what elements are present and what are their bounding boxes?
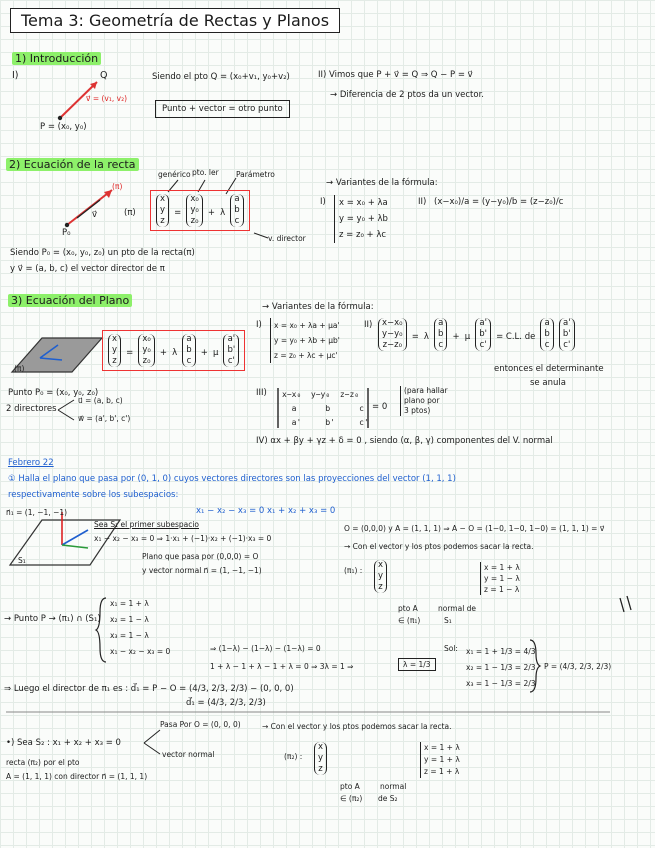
line-equation-box (150, 190, 250, 231)
plane-shape (12, 338, 102, 372)
matrix-cell: z₀ (142, 356, 151, 366)
det-note-line: 3 ptos) (404, 406, 431, 415)
r2-matrix-equation (314, 742, 327, 775)
variant-1-system (334, 195, 388, 243)
det-cell: c' (359, 418, 369, 427)
system-brace (96, 598, 106, 662)
matrix-cell: x (160, 194, 166, 204)
d1-text: d⃗₁ = (4/3, 2/3, 2/3) (186, 698, 266, 708)
det-equals: = 0 (372, 402, 388, 412)
s1-text: Sea S₁ el primer subespacio (94, 520, 199, 529)
matrix-cell: y (112, 345, 118, 355)
solution-label: Sol: (444, 644, 458, 653)
intersection-system (110, 596, 170, 660)
matrix-xyz (156, 194, 169, 227)
siendo-text: Siendo el pto Q = (x₀+v₁, y₀+v₂) (152, 72, 290, 82)
variant-2-formula (378, 318, 575, 351)
matrix-cell: b (234, 205, 240, 215)
luego-text: ⇒ Luego el director de π₁ es : d⃗₁ = P − O = (4/3, 2/3, 2/3) − (0, 0, 0) (4, 684, 294, 694)
projection-line (62, 545, 88, 548)
system-row: x₃ = 1 − λ (110, 631, 149, 640)
annotation-arrow (254, 233, 268, 238)
section-3-heading (8, 294, 132, 307)
pto-a2-sub: ∈ (π₂) (340, 794, 363, 803)
plus-sign: + (159, 348, 168, 358)
matrix-cell: z−z₀ (382, 340, 403, 350)
point-p-dot (58, 116, 62, 120)
check-mark (620, 596, 631, 612)
section-2-heading-text: 2) Ecuación de la recta (6, 158, 139, 171)
recta-line: → Con el vector y los ptos podemos sacar la recta. (344, 542, 534, 551)
matrix-cell: c' (563, 340, 571, 350)
lambda-symbol: λ (423, 332, 429, 342)
exercise-date: Febrero 22 (8, 458, 54, 468)
punto-p0-text: Punto P₀ = (x₀, y₀, z₀) (8, 388, 99, 398)
matrix-cell: a' (563, 318, 571, 328)
page-title: Tema 3: Geometría de Rectas y Planos (10, 8, 340, 33)
s1-normal-text: y vector normal n⃗ = (1, −1, −1) (142, 566, 262, 575)
variant-1-system (270, 318, 340, 363)
arrow-head (104, 190, 112, 198)
matrix-cell: b' (227, 345, 236, 355)
variants-title: → Variantes de la fórmula: (326, 178, 438, 188)
cl-text: = C.L. de (496, 332, 536, 342)
matrix-cell: c' (479, 340, 487, 350)
matrix-cell: c (438, 340, 444, 350)
system-row: y = y₀ + λb (339, 214, 388, 224)
r1-system (480, 562, 520, 595)
matrix-p0 (138, 334, 154, 367)
matrix-cell: b (438, 329, 444, 339)
r2-label: (π₂) : (284, 752, 303, 761)
matrix-cell: a (234, 194, 240, 204)
normal-label: n⃗₁ = (1, −1, −1) (6, 508, 68, 517)
lambda-result-box: λ = 1/3 (398, 658, 436, 671)
variant-1-label: I) (256, 320, 262, 330)
system-row: x = 1 + λ (424, 743, 460, 752)
determinant (282, 388, 369, 430)
normal-de-label: normal de (438, 604, 477, 613)
section-1-heading-text: 1) Introducción (12, 52, 101, 65)
matrix-cell: a (544, 318, 550, 328)
point-p0-label: P₀ (62, 228, 71, 238)
oa-line: O = (0,0,0) y A = (1, 1, 1) ⇒ A − O = (1−0, 1−0, 1−0) = (1, 1, 1) = v⃗ (344, 524, 605, 533)
s2-normal-text: vector normal (162, 750, 215, 759)
plus-sign: + (452, 332, 460, 342)
variant-2-label: II) (418, 197, 427, 207)
matrix-cell: x (112, 334, 118, 344)
matrix-cell: y₀ (142, 345, 151, 355)
vector-v-label: v⃗ (92, 210, 98, 220)
solution-row: x₃ = 1 − 1/3 = 2/3 (466, 679, 536, 688)
system-row: z = z₀ + λc + μc' (274, 351, 338, 360)
matrix-diff (378, 318, 407, 351)
matrix-cell: a' (227, 334, 236, 344)
difference-text: → Diferencia de 2 ptos da un vector. (330, 90, 484, 100)
solution-row: x₂ = 1 − 1/3 = 2/3 (466, 663, 536, 672)
dir-u-text: u⃗ = (a, b, c) (78, 396, 123, 405)
pto-a-label: pto A (398, 604, 418, 613)
matrix-cell: x₀ (190, 194, 199, 204)
matrix-u (434, 318, 447, 351)
recta-line-2: → Con el vector y los ptos podemos sacar la recta. (262, 722, 452, 731)
intersection-line-2: 1 + λ − 1 + λ − 1 + λ = 0 ⇒ 3λ = 1 ⇒ (210, 662, 354, 671)
det-cell: x−x₀ (282, 390, 302, 399)
annotation-dir: v. director (268, 234, 306, 243)
equals-sign: = (174, 208, 182, 218)
system-row: z = 1 − λ (484, 585, 520, 594)
punto-p-text: → Punto P → (π₁) ∩ (S₁) (4, 614, 101, 624)
exercise-subspaces: x₁ − x₂ − x₃ = 0 x₁ + x₂ + x₃ = 0 (196, 506, 336, 516)
exercise-statement-2: respectivamente sobre los subespacios: (8, 490, 179, 500)
system-row: x₂ = 1 − λ (110, 615, 149, 624)
point-p-label: P = (x₀, y₀) (40, 122, 87, 132)
system-row: x = 1 + λ (484, 563, 520, 572)
matrix-cell: z (378, 582, 383, 592)
det-note (400, 386, 448, 416)
det-row (282, 416, 369, 430)
det-cell: z−z₀ (339, 390, 360, 399)
matrix-cell: b' (562, 329, 571, 339)
vector-v-label: v⃗ = (v₁, v₂) (86, 94, 128, 103)
s1-equation: x₁ − x₂ − x₃ = 0 ⇒ 1·x₁ + (−1)·x₂ + (−1)·x₃ = 0 (94, 534, 272, 543)
matrix-u (182, 334, 195, 367)
matrix-cell: z (112, 356, 117, 366)
det-cell: b (325, 404, 331, 413)
matrix-xyz (314, 742, 327, 775)
s2-text: •) Sea S₂ : x₁ + x₂ + x₃ = 0 (6, 738, 121, 748)
annotation-pto: pto. ler (192, 168, 219, 177)
matrix-cell: z (318, 764, 323, 774)
projection-vector (62, 530, 88, 545)
pto-a2-label: pto A (340, 782, 360, 791)
line-r-eq-label: (π) (124, 208, 136, 218)
s1-plane-text: Plano que pasa por (0,0,0) = O (142, 552, 259, 561)
matrix-cell: y−y₀ (382, 329, 403, 339)
solution-values (466, 644, 536, 692)
p-result: P = (4/3, 2/3, 2/3) (544, 662, 612, 671)
equals-sign: = (126, 348, 134, 358)
det-note-line: plano por (404, 396, 440, 405)
matrix-p0 (186, 194, 202, 227)
matrix-cell: b (544, 329, 550, 339)
annotation-generic: genérico (158, 170, 191, 179)
equals-sign: = (411, 332, 419, 342)
normal-s2-label: de S₂ (378, 794, 398, 803)
variant-4-text: IV) αx + βy + γz + δ = 0 , siendo (α, β, γ) componentes del V. normal (256, 436, 553, 446)
system-row: x = x₀ + λa (339, 198, 388, 208)
line-r-label: (π) (112, 182, 123, 191)
solution-row: x₁ = 1 + 1/3 = 4/3 (466, 647, 536, 656)
system-row: x = x₀ + λa + μa' (274, 321, 340, 330)
matrix-cell: c (234, 216, 240, 226)
det-cell: b' (325, 418, 336, 427)
directores-text: 2 directores (6, 404, 57, 414)
plus-sign: + (207, 208, 216, 218)
matrix-cell: y (160, 205, 166, 215)
point-q-label: Q (100, 70, 108, 81)
entonces-text: entonces el determinante (494, 364, 604, 374)
pto-a-sub: ∈ (π₁) (398, 616, 421, 625)
s2-a-text: A = (1, 1, 1) con director n⃗ = (1, 1, 1) (6, 772, 148, 781)
matrix-xyz (108, 334, 121, 367)
r1-label: (π₁) : (344, 566, 363, 575)
s1-sketch-label: S₁ (18, 556, 26, 565)
point-p0-dot (65, 223, 69, 227)
lambda-symbol: λ (220, 208, 226, 218)
matrix-cell: c (544, 340, 550, 350)
det-row (282, 388, 369, 402)
matrix-cell: a (438, 318, 444, 328)
exercise-statement-1: ① Halla el plano que pasa por (0, 1, 0) cuyos vectores directores son las proyecciones del vector (1, 1, 1) (8, 474, 456, 484)
matrix-cell: a' (479, 318, 487, 328)
matrix-w (223, 334, 239, 367)
roman-1-label: I) (12, 70, 19, 81)
det-cell: a' (291, 418, 302, 427)
section-2-heading (6, 158, 139, 171)
matrix-cell: a (186, 334, 192, 344)
bracket-line (58, 400, 74, 410)
det-row (282, 402, 369, 416)
system-row: z = 1 + λ (424, 767, 460, 776)
system-row: y = 1 + λ (424, 755, 460, 764)
variants-title: → Variantes de la fórmula: (262, 302, 374, 312)
matrix-u (540, 318, 553, 351)
se-anula-text: se anula (530, 378, 566, 388)
r2-system (420, 742, 460, 778)
matrix-cell: c (186, 356, 192, 366)
system-row: y = 1 − λ (484, 574, 520, 583)
variant-1-label: I) (320, 197, 326, 207)
bracket-line (58, 410, 74, 420)
matrix-cell: x−x₀ (382, 318, 403, 328)
intersection-line-1: ⇒ (1−λ) − (1−λ) − (1−λ) = 0 (210, 644, 321, 653)
boxed-formula: Punto + vector = otro punto (155, 100, 290, 118)
system-row: x₁ = 1 + λ (110, 599, 149, 608)
system-row: y = y₀ + λb + μb' (274, 336, 340, 345)
plane-equation-box (102, 330, 245, 371)
branch-line (144, 743, 160, 754)
matrix-cell: c' (227, 356, 235, 366)
matrix-cell: b (186, 345, 192, 355)
lambda-symbol: λ (172, 348, 178, 358)
matrix-w (559, 318, 575, 351)
branch-line (144, 730, 160, 743)
det-cell: c (359, 404, 364, 413)
matrix-cell: y (318, 753, 324, 763)
matrix-cell: y₀ (190, 205, 199, 215)
r1-matrix-equation (374, 560, 387, 593)
roman-2-text: II) Vimos que P + v⃗ = Q ⇒ Q − P = v⃗ (318, 70, 473, 80)
matrix-cell: x₀ (142, 334, 151, 344)
annotation-param: Parámetro (236, 170, 275, 179)
normal-s1-label: S₁ (444, 616, 452, 625)
variant-2-formula: (x−x₀)/a = (y−y₀)/b = (z−z₀)/c (434, 197, 564, 207)
matrix-cell: y (378, 571, 384, 581)
matrix-cell: x (318, 742, 324, 752)
siendo-line-2: y v⃗ = (a, b, c) el vector director de π (10, 264, 165, 274)
siendo-line-1: Siendo P₀ = (x₀, y₀, z₀) un pto de la recta(π) (10, 248, 195, 258)
matrix-w (475, 318, 491, 351)
section-1-heading (12, 52, 101, 65)
variant-2-label: II) (364, 320, 373, 330)
system-row: z = z₀ + λc (339, 230, 387, 240)
matrix-xyz (374, 560, 387, 593)
matrix-cell: b' (479, 329, 487, 339)
mu-symbol: μ (212, 348, 219, 358)
matrix-cell: z₀ (190, 216, 199, 226)
variant-3-label: III) (256, 388, 267, 398)
matrix-cell: z (160, 216, 165, 226)
s2-recta-text: recta (π₂) por el pto (6, 758, 80, 767)
plus-sign: + (200, 348, 208, 358)
section-3-heading-text: 3) Ecuación del Plano (8, 294, 132, 307)
det-cell: y−y₀ (310, 390, 331, 399)
det-note-line: (para hallar (404, 386, 448, 395)
det-cell: a (291, 404, 297, 413)
dir-w-text: w⃗ = (a', b', c') (78, 414, 131, 423)
s2-pasa-text: Pasa Por O = (0, 0, 0) (160, 720, 241, 729)
matrix-dir (230, 194, 243, 227)
normal-label-2: normal (380, 782, 407, 791)
matrix-cell: x (378, 560, 384, 570)
mu-symbol: μ (464, 332, 471, 342)
plane-label: (π) (14, 364, 25, 373)
system-row: x₁ − x₂ − x₃ = 0 (110, 647, 171, 656)
